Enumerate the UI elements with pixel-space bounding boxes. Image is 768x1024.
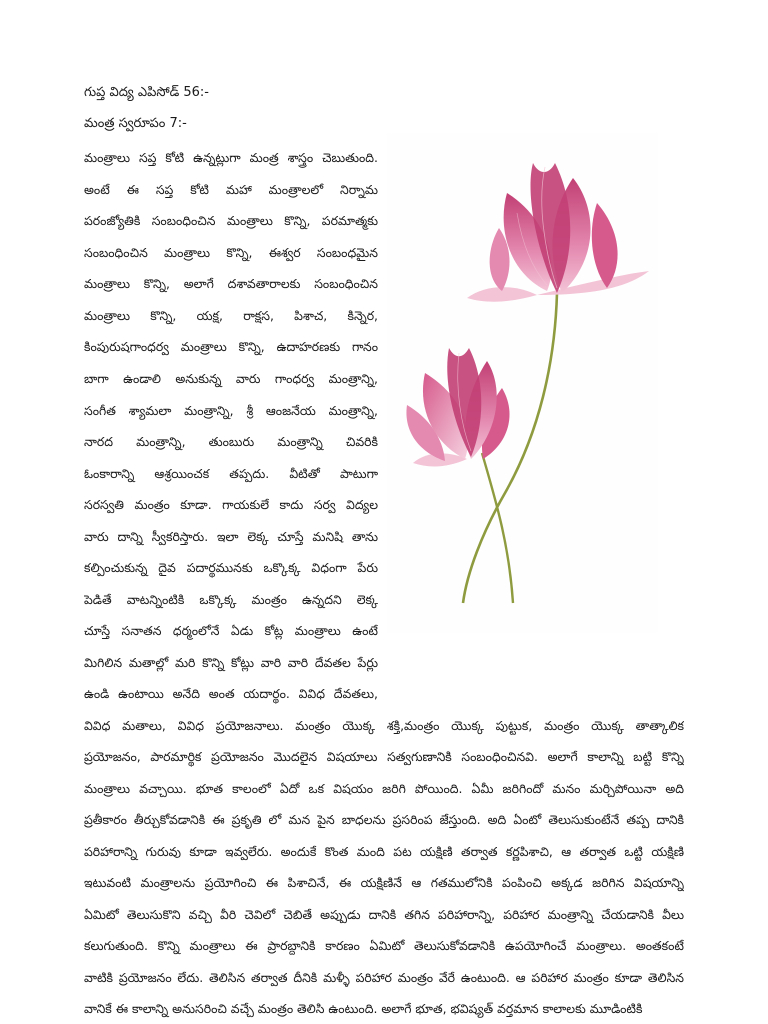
episode-heading: గుప్త విద్య ఎపిసోడ్ 56:- xyxy=(84,85,209,100)
paragraph-line: ఓంకారాన్ని ఆశ్రయించక తప్పదు. వీటితో పాటుగా xyxy=(84,466,378,481)
lotus-flower-small xyxy=(406,348,509,466)
paragraph-line: కలుగుతుంది. కొన్ని మంత్రాలు ఈ ప్రారబ్దానికి కారణం ఏమిటో తెలుసుకోవడానికి ఉపయోగించే మంత్రాలు. అంతకంటే xyxy=(84,938,684,953)
paragraph-line: చూస్తే సనాతన ధర్మంలోనే ఏడు కోట్ల మంత్రాలు ఉంటే xyxy=(84,623,378,638)
paragraph-line: మంత్రాలు వచ్చాయి. భూత కాలంలో ఏదో ఒక విషయం జరిగి పోయింది. ఏమీ జరిగిందో మనం మర్చిపోయినా అది xyxy=(84,781,684,796)
paragraph-line: వానికే ఈ కాలాన్ని అనుసరించి వచ్చే మంత్రం తెలిసి ఉంటుంది. అలాగే భూత, భవిష్యత్ వర్తమాన కాలాలకు మూడింటికి xyxy=(84,1001,643,1016)
paragraph-line: నారద మంత్రాన్ని, తుంబురు మంత్రాన్ని చివరికి xyxy=(84,434,378,449)
paragraph-line: మిగిలిన మతాల్లో మరి కొన్ని కోట్లు వారి వారి దేవతల పేర్లు xyxy=(84,655,378,670)
paragraph-line: పరంజ్యోతికి సంబంధించిన మంత్రాలు కొన్ని, పరమాత్మకు xyxy=(84,213,378,228)
paragraph-line: కల్పించుకున్న దైవ పదార్థమునకు ఒక్కొక్క విధంగా పేరు xyxy=(84,560,378,575)
paragraph-line: కింపురుషగాంధర్వ మంత్రాలు కొన్ని, ఉదాహరణకు గానం xyxy=(84,339,378,354)
lotus-illustration xyxy=(387,133,658,633)
paragraph-line: ప్రతీకారం తీర్చుకోవడానికి ఈ ప్రకృతి లో మన పైన బాధలను ప్రసరింప జేస్తుంది. అది ఏంటో తెలుసుకుంటేనే తప్ప దానికి xyxy=(84,812,684,827)
paragraph-line: వారు దాన్ని స్వీకరిస్తారు. ఇలా లెక్క చూస్తే మనిషి తాను xyxy=(84,529,378,544)
lotus-artwork xyxy=(387,133,658,633)
paragraph-line: సరస్వతి మంత్రం కూడా. గాయకులే కాదు సర్వ విద్యల xyxy=(84,497,378,512)
paragraph-line: ప్రయోజనం, పారమార్థిక ప్రయోజనం మొదలైన విషయాలు సత్వగుణానికి సంబంధించినవి. అలాగే కాలాన్ని బట్టి కొన్ని xyxy=(84,749,684,764)
paragraph-line: ఏమిటో తెలుసుకొని వచ్చి వీరి చెవిలో చెబితే అప్పుడు దానికి తగిన పరిహారాన్ని, పరిహార మంత్రాన్ని చేయడానికి వీలు xyxy=(84,907,684,922)
paragraph-line: మంత్రాలు సప్త కోటి ఉన్నట్లుగా మంత్ర శాస్త్రం చెబుతుంది. xyxy=(84,150,378,165)
paragraph-line: పరిహారాన్ని గురువు కూడా ఇవ్వలేరు. అందుకే కొంత మంది పట యక్షిణి తర్వాత కర్ణపిశాచి, ఆ తర్వాత ఒట్టి యక్షిణి xyxy=(84,844,684,859)
paragraph-line: మంత్రాలు కొన్ని, అలాగే దశావతారాలకు సంబంధించిన xyxy=(84,276,378,291)
lotus-flower-large xyxy=(467,163,649,302)
paragraph-line: పెడితే వాటన్నింటికి ఒక్కొక్క మంత్రం ఉన్నదని లెక్క xyxy=(84,592,378,607)
paragraph-line: బాగా ఉండాలి అనుకున్న వారు గాంధర్వ మంత్రాన్ని, xyxy=(84,371,378,386)
paragraph-line: ఉండి ఉంటాయి అనేది అంత యదార్థం. వివిధ దేవతలు, xyxy=(84,686,378,701)
paragraph-line: వాటికి ప్రయోజనం లేదు. తెలిసిన తర్వాత దీనికి మళ్ళీ పరిహార మంత్రం వేరే ఉంటుంది. ఆ పరిహార మంత్రం కూడా తెలిసిన xyxy=(84,970,684,985)
paragraph-line: వివిధ మతాలు, వివిధ ప్రయోజనాలు. మంత్రం యొక్క శక్తి,మంత్రం యొక్క పుట్టుక, మంత్రం యొక్క తాత్కాలిక xyxy=(84,718,684,733)
paragraph-line: మంత్రాలు కొన్ని, యక్ష, రాక్షస, పిశాచ, కిన్నెర, xyxy=(84,308,378,323)
paragraph-line: అంటే ఈ సప్త కోటి మహా మంత్రాలలో నిర్నామ xyxy=(84,182,378,197)
paragraph-line: సంబంధించిన మంత్రాలు కొన్ని, ఈశ్వర సంబంధమైన xyxy=(84,245,378,260)
paragraph-line: సంగీత శ్యామలా మంత్రాన్ని, శ్రీ ఆంజనేయ మంత్రాన్ని, xyxy=(84,403,378,418)
paragraph-line: ఇటువంటి మంత్రాలను ప్రయోగించి ఈ పిశాచినే, ఈ యక్షిణినే ఆ గతములోనికి పంపించి అక్కడ జరిగిన విషయాన్ని xyxy=(84,875,684,890)
section-heading: మంత్ర స్వరూపం 7:- xyxy=(84,116,187,131)
